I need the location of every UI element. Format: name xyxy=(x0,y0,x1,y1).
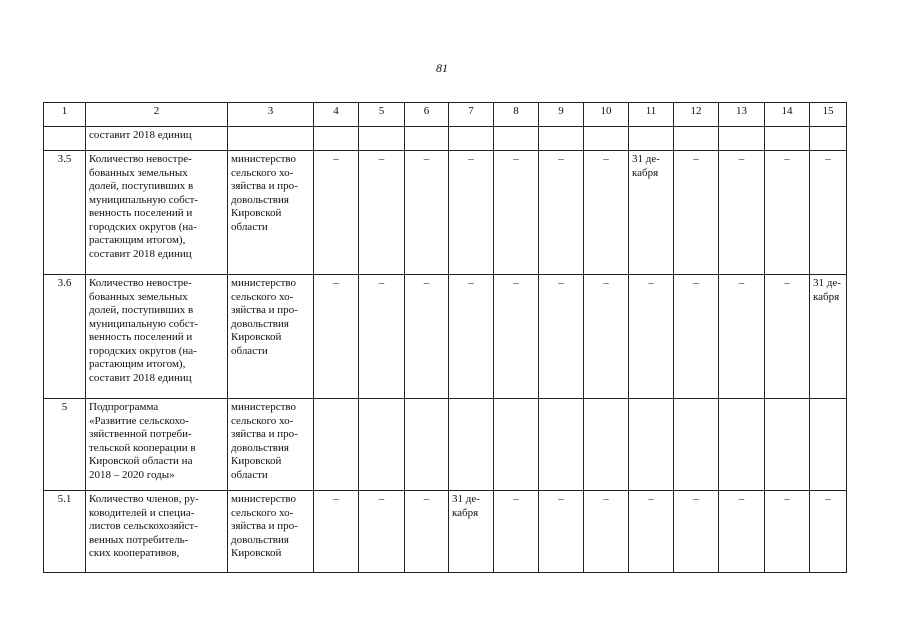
page-number: 81 xyxy=(436,61,448,75)
header-cell-4: 4 xyxy=(314,103,359,127)
row-description: Количество членов, ру- ководителей и специа- листов сельскохозяйст- венных потребитель- ских кооперативов, xyxy=(86,491,228,573)
row-col-9: – xyxy=(539,151,584,275)
continuation-text: составит 2018 единиц xyxy=(86,127,228,151)
table-row xyxy=(44,151,847,275)
header-cell-7: 7 xyxy=(449,103,494,127)
row-col-13: – xyxy=(719,151,765,275)
row-col-7: – xyxy=(449,151,494,275)
row-col-14: – xyxy=(765,275,810,399)
row-col-12: – xyxy=(674,151,719,275)
row-responsible: министерство сельского хо- зяйства и про- довольствия Кировской области xyxy=(228,275,314,399)
row-col-9 xyxy=(539,399,584,491)
row-col-15: – xyxy=(810,491,847,573)
row-number: 5.1 xyxy=(44,491,86,573)
row-col-9: – xyxy=(539,275,584,399)
header-cell-2: 2 xyxy=(86,103,228,127)
row-col-6: – xyxy=(405,275,449,399)
row-col-8 xyxy=(494,399,539,491)
row-col-13 xyxy=(719,399,765,491)
row-col-7: – xyxy=(449,275,494,399)
row-col-11: 31 де- кабря xyxy=(629,151,674,275)
row-col-6: – xyxy=(405,491,449,573)
row-col-14: – xyxy=(765,491,810,573)
header-cell-11: 11 xyxy=(629,103,674,127)
row-number: 5 xyxy=(44,399,86,491)
row-col-10 xyxy=(584,399,629,491)
row-col-4: – xyxy=(314,275,359,399)
header-cell-12: 12 xyxy=(674,103,719,127)
header-cell-3: 3 xyxy=(228,103,314,127)
row-col-11 xyxy=(629,399,674,491)
row-col-15 xyxy=(810,399,847,491)
row-col-5 xyxy=(359,399,405,491)
header-cell-13: 13 xyxy=(719,103,765,127)
row-col-8: – xyxy=(494,151,539,275)
row-col-5: – xyxy=(359,275,405,399)
row-col-15: – xyxy=(810,151,847,275)
row-col-14 xyxy=(765,399,810,491)
row-col-12: – xyxy=(674,491,719,573)
row-description: Подпрограмма «Развитие сельскохо- зяйственной потреби- тельской кооперации в Кировской области на 2018 – 2020 годы» xyxy=(86,399,228,491)
row-col-6 xyxy=(405,399,449,491)
row-col-12 xyxy=(674,399,719,491)
row-col-9: – xyxy=(539,491,584,573)
row-col-10: – xyxy=(584,275,629,399)
row-col-10: – xyxy=(584,151,629,275)
row-col-13: – xyxy=(719,275,765,399)
header-cell-14: 14 xyxy=(765,103,810,127)
continuation-num-cell xyxy=(44,127,86,151)
header-cell-9: 9 xyxy=(539,103,584,127)
plan-table xyxy=(43,102,847,573)
row-col-8: – xyxy=(494,275,539,399)
header-cell-1: 1 xyxy=(44,103,86,127)
header-cell-8: 8 xyxy=(494,103,539,127)
row-col-4: – xyxy=(314,151,359,275)
row-responsible: министерство сельского хо- зяйства и про- довольствия Кировской xyxy=(228,491,314,573)
header-cell-15: 15 xyxy=(810,103,847,127)
row-responsible: министерство сельского хо- зяйства и про- довольствия Кировской области xyxy=(228,151,314,275)
row-responsible: министерство сельского хо- зяйства и про- довольствия Кировской области xyxy=(228,399,314,491)
row-col-5: – xyxy=(359,491,405,573)
row-col-4 xyxy=(314,399,359,491)
row-col-7: 31 де- кабря xyxy=(449,491,494,573)
row-col-12: – xyxy=(674,275,719,399)
row-description: Количество невостре- бованных земельных долей, поступивших в муниципальную собст- венность поселений и городских округов (на- растающим итогом), составит 2018 единиц xyxy=(86,275,228,399)
row-col-6: – xyxy=(405,151,449,275)
row-col-7 xyxy=(449,399,494,491)
row-number: 3.5 xyxy=(44,151,86,275)
table-row xyxy=(44,275,847,399)
header-cell-10: 10 xyxy=(584,103,629,127)
row-col-15: 31 де- кабря xyxy=(810,275,847,399)
continuation-row xyxy=(44,127,847,151)
header-row xyxy=(44,103,847,127)
table-row xyxy=(44,491,847,573)
header-cell-6: 6 xyxy=(405,103,449,127)
row-col-11: – xyxy=(629,491,674,573)
row-number: 3.6 xyxy=(44,275,86,399)
row-col-13: – xyxy=(719,491,765,573)
row-col-4: – xyxy=(314,491,359,573)
row-col-10: – xyxy=(584,491,629,573)
header-cell-5: 5 xyxy=(359,103,405,127)
table-row xyxy=(44,399,847,491)
row-description: Количество невостре- бованных земельных долей, поступивших в муниципальную собст- венность поселений и городских округов (на- растающим итогом), составит 2018 единиц xyxy=(86,151,228,275)
row-col-11: – xyxy=(629,275,674,399)
row-col-14: – xyxy=(765,151,810,275)
row-col-8: – xyxy=(494,491,539,573)
row-col-5: – xyxy=(359,151,405,275)
